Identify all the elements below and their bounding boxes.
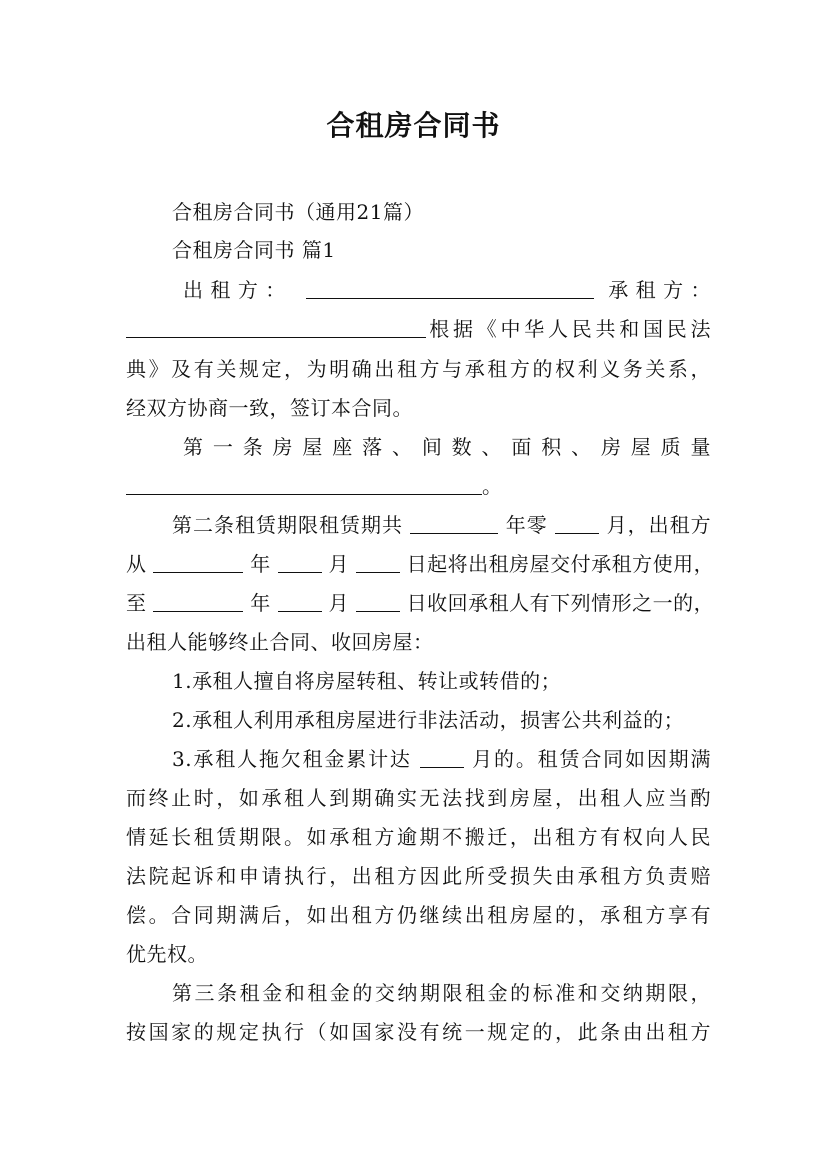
text-run: 年零 xyxy=(505,513,548,537)
paragraph-line xyxy=(126,315,711,343)
text-run: 月 xyxy=(328,552,349,576)
paragraph-line xyxy=(172,511,711,539)
blank-line xyxy=(153,552,243,573)
paragraph-line xyxy=(126,472,711,500)
paragraph-line: 而终止时，如承租人到期确实无法找到房屋，出租人应当酌 xyxy=(126,786,711,810)
paragraph-line: 情延长租赁期限。如承租方逾期不搬迁，出租方有权向人民 xyxy=(126,825,711,849)
list-item: 1.承租人擅自将房屋转租、转让或转借的； xyxy=(172,669,562,693)
blank-line xyxy=(306,278,594,299)
text-run: 。 xyxy=(482,474,503,498)
text-run: 从 xyxy=(126,552,147,576)
text-run: 年 xyxy=(250,591,271,615)
paragraph-line: 按国家的规定执行（如国家没有统一规定的，此条由出租方 xyxy=(126,1020,711,1044)
paragraph-line: 出租人能够终止合同、收回房屋： xyxy=(126,630,434,654)
blank-line xyxy=(356,591,400,612)
blank-line xyxy=(356,552,400,573)
chapter-heading: 合租房合同书 篇1 xyxy=(172,238,336,262)
text-run: 根据《中华人民共和国民法 xyxy=(426,317,711,341)
document-title: 合租房合同书 xyxy=(326,109,501,142)
blank-line xyxy=(420,747,464,768)
paragraph-line: 优先权。 xyxy=(126,942,208,966)
paragraph-line: 经双方协商一致，签订本合同。 xyxy=(126,396,413,420)
lessor-label: 出租方： xyxy=(183,278,293,302)
text-run: 3.承租人拖欠租金累计达 xyxy=(172,747,412,771)
text-run: 月的。租赁合同如因期满 xyxy=(472,747,712,771)
blank-line xyxy=(153,591,243,612)
paragraph-line: 第三条租金和租金的交纳期限租金的标准和交纳期限， xyxy=(172,981,711,1005)
blank-line xyxy=(126,474,482,495)
blank-line xyxy=(410,513,498,534)
text-run: 日收回承租人有下列情形之一的， xyxy=(406,591,715,615)
blank-line xyxy=(278,552,322,573)
paragraph-line: 第一条房屋座落、间数、面积、房屋质量 xyxy=(183,435,711,459)
blank-line xyxy=(278,591,322,612)
paragraph-line: 法院起诉和申请执行，出租方因此所受损失由承租方负责赔 xyxy=(126,864,711,888)
text-run: 第二条租赁期限租赁期共 xyxy=(172,513,404,537)
text-run: 月，出租方 xyxy=(606,513,712,537)
blank-line xyxy=(555,513,599,534)
paragraph-line xyxy=(126,589,715,617)
text-run: 年 xyxy=(250,552,271,576)
text-run: 月 xyxy=(328,591,349,615)
paragraph-line xyxy=(183,276,711,304)
paragraph-line: 典》及有关规定，为明确出租方与承租方的权利义务关系， xyxy=(126,357,711,381)
lessee-label: 承租方： xyxy=(608,278,712,302)
paragraph-line: 偿。合同期满后，如出租方仍继续出租房屋的，承租方享有 xyxy=(126,903,711,927)
list-item xyxy=(172,745,711,773)
list-item: 2.承租人利用承租房屋进行非法活动，损害公共利益的； xyxy=(172,708,685,732)
document-subtitle: 合租房合同书（通用21篇） xyxy=(172,200,424,224)
text-run: 日起将出租房屋交付承租方使用， xyxy=(406,552,715,576)
blank-line xyxy=(126,317,426,338)
text-run: 至 xyxy=(126,591,147,615)
paragraph-line xyxy=(126,550,715,578)
